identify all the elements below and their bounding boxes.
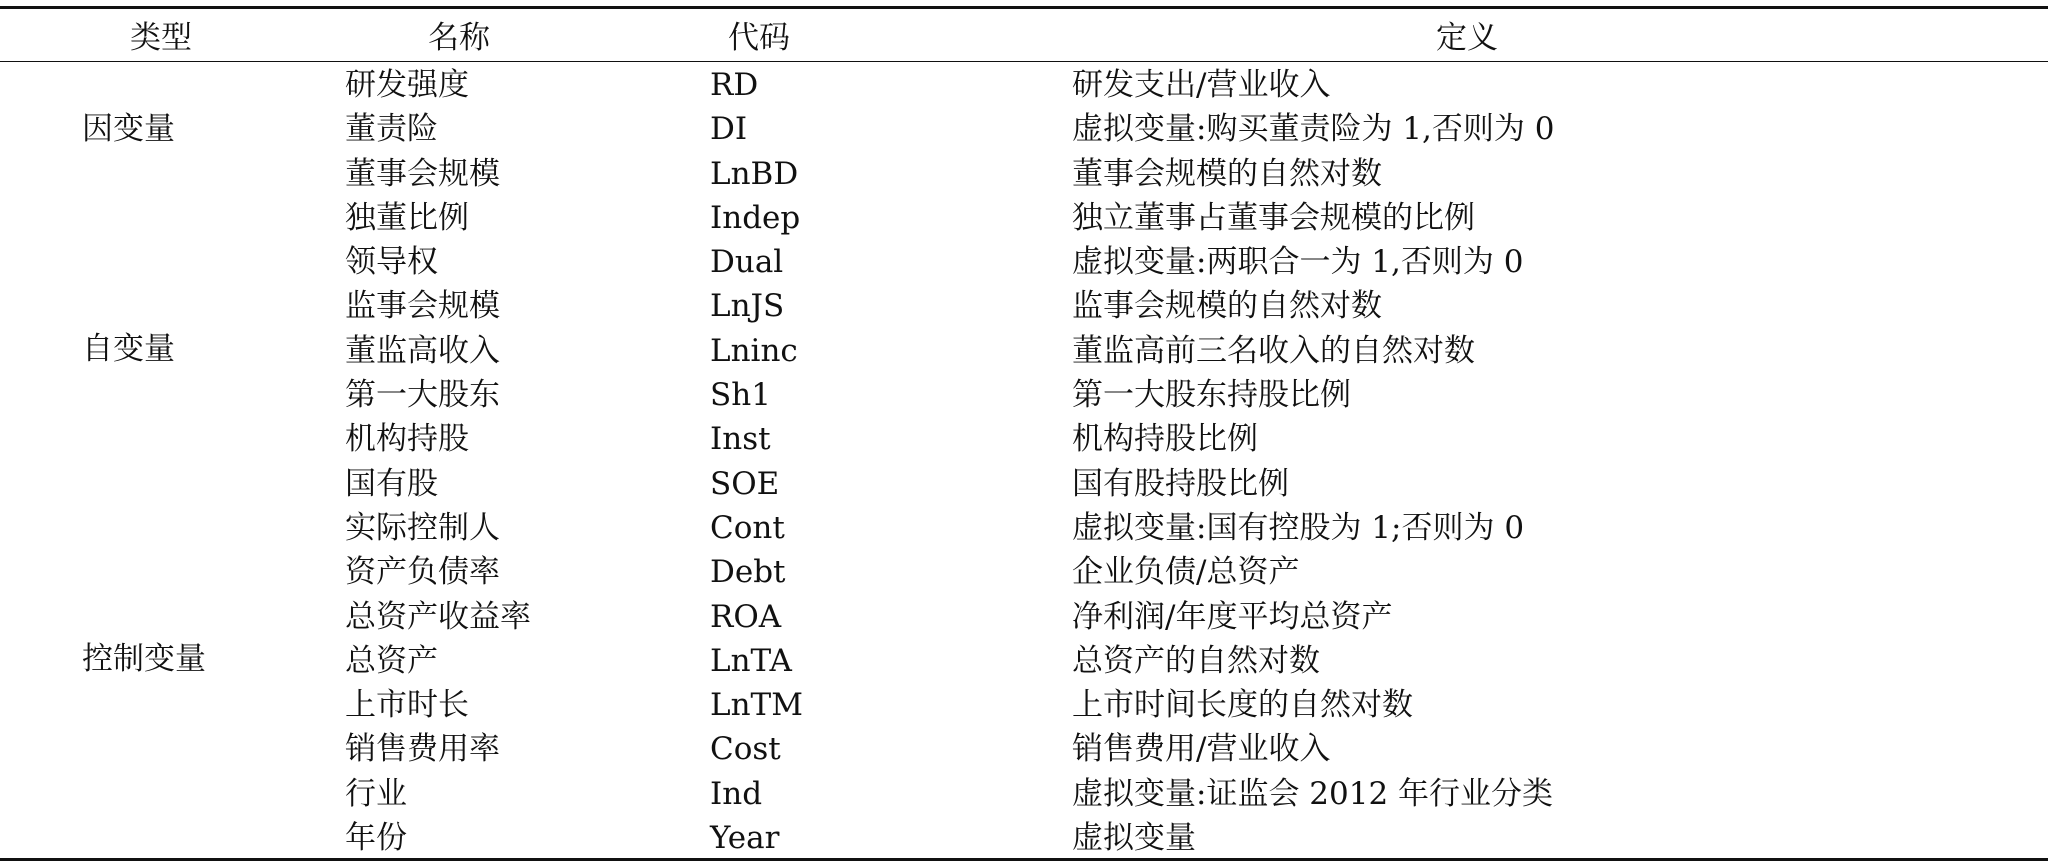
variable-code: LnJS — [710, 288, 785, 325]
variable-definition: 虚拟变量 — [1072, 820, 1196, 857]
variable-definition: 虚拟变量:国有控股为 1;否则为 0 — [1072, 509, 1525, 546]
variable-definition: 董监高前三名收入的自然对数 — [1072, 332, 1475, 369]
variable-code: Debt — [710, 554, 786, 591]
variable-code: DI — [710, 111, 748, 148]
variable-name: 研发强度 — [345, 67, 469, 103]
header-type: 类型 — [130, 20, 192, 56]
variable-name: 实际控制人 — [345, 509, 500, 546]
variable-definition: 虚拟变量:购买董责险为 1,否则为 0 — [1072, 111, 1555, 148]
table-row — [0, 595, 2048, 639]
variable-name: 上市时长 — [345, 687, 469, 724]
variable-code: Indep — [710, 199, 801, 236]
variable-name: 独董比例 — [345, 199, 469, 236]
variable-name: 监事会规模 — [345, 288, 500, 325]
table-bottom-rule — [0, 858, 2048, 861]
variable-name: 总资产 — [345, 642, 438, 679]
header-code: 代码 — [728, 20, 790, 56]
table-row — [0, 284, 2048, 328]
variable-code: ROA — [710, 598, 782, 635]
table-row — [0, 373, 2048, 417]
variable-code: Ind — [710, 775, 763, 812]
variable-definition: 董事会规模的自然对数 — [1072, 155, 1382, 192]
variable-code: Lninc — [710, 332, 798, 369]
group-label-dependent: 因变量 — [82, 111, 175, 147]
table-row — [0, 816, 2048, 860]
variable-name: 董监高收入 — [345, 332, 500, 369]
table-row — [0, 196, 2048, 240]
table-row — [0, 240, 2048, 284]
variable-name: 国有股 — [345, 465, 438, 502]
variable-code: Dual — [710, 244, 784, 281]
variable-definition: 虚拟变量:证监会 2012 年行业分类 — [1072, 775, 1554, 812]
variable-definition: 第一大股东持股比例 — [1072, 377, 1351, 414]
variable-name: 董事会规模 — [345, 155, 500, 192]
table-row — [0, 329, 2048, 373]
variable-definition: 销售费用/营业收入 — [1072, 731, 1331, 768]
variable-name: 第一大股东 — [345, 377, 500, 414]
header-divider-rule — [0, 61, 2048, 62]
variable-definition: 虚拟变量:两职合一为 1,否则为 0 — [1072, 244, 1524, 281]
table-row — [0, 107, 2048, 151]
table-row — [0, 639, 2048, 683]
variable-code: Sh1 — [710, 377, 771, 414]
header-name: 名称 — [428, 20, 490, 56]
variable-definition: 上市时间长度的自然对数 — [1072, 687, 1413, 724]
variable-code: Inst — [710, 421, 771, 458]
variable-definition: 机构持股比例 — [1072, 421, 1258, 458]
variable-code: Year — [710, 820, 780, 857]
variable-code: SOE — [710, 465, 780, 502]
variable-code: Cost — [710, 731, 781, 768]
variable-definition: 国有股持股比例 — [1072, 465, 1289, 502]
table-body — [0, 63, 2048, 860]
variable-name: 总资产收益率 — [345, 598, 531, 635]
variable-definition: 总资产的自然对数 — [1072, 642, 1320, 679]
group-label-independent: 自变量 — [82, 331, 175, 367]
table-row — [0, 63, 2048, 107]
variable-definition: 企业负债/总资产 — [1072, 554, 1300, 591]
table-row — [0, 417, 2048, 461]
table-row — [0, 683, 2048, 727]
variable-code: LnTM — [710, 687, 803, 724]
table-row — [0, 727, 2048, 771]
variable-name: 资产负债率 — [345, 554, 500, 591]
header-definition: 定义 — [1436, 20, 1498, 56]
variable-code: LnTA — [710, 642, 792, 679]
variable-name: 行业 — [345, 775, 407, 812]
variable-name: 领导权 — [345, 244, 438, 281]
variable-code: LnBD — [710, 155, 799, 192]
variable-name: 机构持股 — [345, 421, 469, 458]
variable-definition: 监事会规模的自然对数 — [1072, 288, 1382, 325]
variable-name: 销售费用率 — [345, 731, 500, 768]
table-row — [0, 462, 2048, 506]
table-row — [0, 550, 2048, 594]
variable-name: 年份 — [345, 820, 407, 857]
variable-name: 董责险 — [345, 111, 438, 148]
table-top-rule — [0, 6, 2048, 9]
group-label-control: 控制变量 — [82, 641, 206, 677]
variable-definition: 净利润/年度平均总资产 — [1072, 598, 1393, 635]
table-row — [0, 152, 2048, 196]
variable-code: RD — [710, 67, 759, 103]
variable-definition: 独立董事占董事会规模的比例 — [1072, 199, 1475, 236]
variable-code: Cont — [710, 509, 785, 546]
table-row — [0, 772, 2048, 816]
table-row — [0, 506, 2048, 550]
variable-definition: 研发支出/营业收入 — [1072, 67, 1331, 103]
